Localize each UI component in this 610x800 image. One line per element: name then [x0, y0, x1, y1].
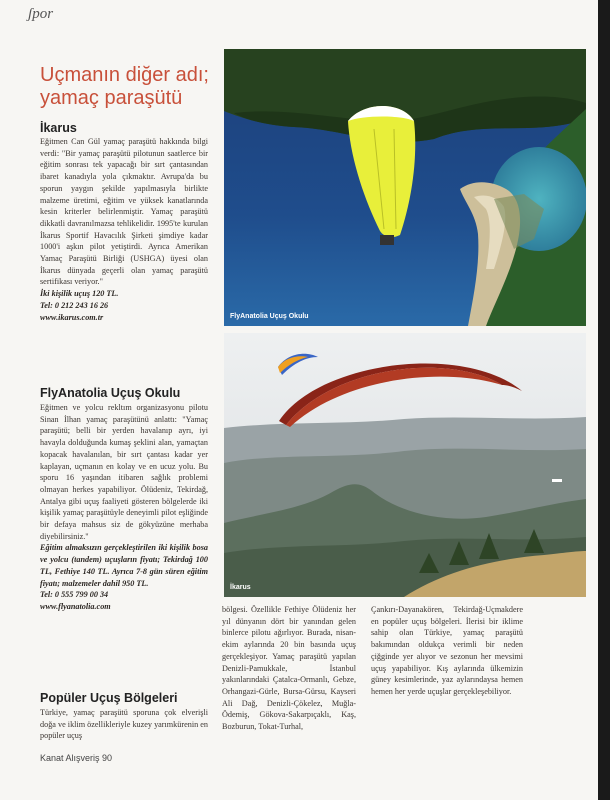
- ikarus-paragraph: Eğitmen Can Gül yamaç paraşütü hakkında bilgi verdi: "Bir yamaç paraşütü pilotunun saatlerce bir eğitim sonrası tek yapacağı bir sırt çantasından ibaret kanadıyla yola çıkmaktır. Avrupa'da bu sporun yaygın şekilde yapılmasıyla birlikte malzeme üretimi, eğitim ve yüksek kanatlarında kesin kriterler belirlenmiştir. Yamaç paraşütü dikkatli davranılmazsa tehlikelidir. 1995'te kurulan İkarus Sportif Havacılık Şirketi şimdiye kadar 1000'i aşkın pilot yetiştirdi. Ayrıca Amerikan Yamaç Paraşütü Birliği (USHGA) üyesi olan İkarus dünyada geçerli olan yamaç paraşütü sertifikası veriyor.": [40, 137, 208, 287]
- article-title: Uçmanın diğer adı; yamaç paraşütü: [40, 64, 209, 109]
- section-mark: ʃpor: [28, 6, 54, 22]
- photo2-caption: İkarus: [230, 584, 251, 591]
- column3-text: Çankırı-Dayanakören, Tekirdağ-Uçmakdere en popüler uçuş bölgeleri. İlerisi bir iklime sahip olan Türkiye, yamaç paraşütü bakımından oldukça verimli bir neden çiğginde yer alıyor ve sezonun her mevsimi uçuş yapabiliyor. Kış aylarında ülkemizin güney kesimlerinde, yaz aylarındaysa hemen hemen her yerde uçuşlar gerçekleşebiliyor.: [371, 605, 523, 696]
- mountain-image: [224, 333, 586, 597]
- column2-text: bölgesi. Özellikle Fethiye Ölüdeniz her yıl dünyanın dört bir yanından gelen binlerce pilotu ağırlıyor. Burada, nisan-ekim aylarında 20 bin basında uçuş gerçekleşiyor. Yamaç paraşütü yapılan Denizli-Pamukkale, İstanbul yakınlarındaki Çatalca-Ormanlı, Gebze, Orhangazi-Gürle, Bursa-Gürsu, Kayseri Ali Dağ, Denizli-Çökelez, Muğla-Ödemiş, Gökova-Sakarpıçaklı, Kaş, Bozburun, Tokat-Turhal,: [222, 605, 356, 732]
- aerial-coast-image: [224, 49, 586, 326]
- heading-populer: Popüler Uçuş Bölgeleri: [40, 691, 178, 705]
- page-footer: Kanat Alışveriş 90: [40, 753, 113, 763]
- flyanatolia-body: [40, 402, 208, 684]
- flyanatolia-phone: Tel: 0 555 799 00 34: [40, 590, 109, 600]
- heading-flyanatolia: FlyAnatolia Uçuş Okulu: [40, 386, 181, 400]
- ikarus-body: [40, 136, 208, 372]
- flyanatolia-web: www.flyanatolia.com: [40, 601, 111, 611]
- ikarus-web: www.ikarus.com.tr: [40, 312, 104, 322]
- flyanatolia-paragraph: Eğitmen ve yolcu rekltım organizasyonu pilotu Sinan İlhan yamaç paraşütünü anlattı: "Yamaç paraşütü; belli bir yerden havalanıp ayrı, iyi havayla dolduğunda kumaş şeklini alan, yamaçtan kopacak havalanılan, bir sırt çantası kadar yer kaplayan, uçmanın en kolay ve en ucuz yolu. Bu sporu 16 yaşından itibaren sağlık problemi olmayan herkes yapabiliyor. Ölüdeniz, Tekirdağ, Antalya gibi uçuş faaliyeti gösteren bölgelerde iki kişilik yamaç paraşütüyle deneyimli pilot eşliğinde bir defaya mahsus siz de gökyüzüne merhaba diyebilirsiniz.": [40, 403, 208, 541]
- page-edge-shadow: [598, 0, 610, 800]
- ikarus-price: İki kişilik uçuş 120 TL.: [40, 289, 119, 299]
- flyanatolia-info: Eğitim almaksızın gerçekleştirilen iki kişilik bosa ve yolcu (tandem) uçuşların fiyatı; Tekirdağ 100 TL, Fethiye 140 TL. Ayrıca 7-8 gün süren eğitim fiyatı; malzemeler dahil 950 TL.: [40, 543, 208, 588]
- populer-body: Türkiye, yamaç paraşütü sporuna çok elverişli doğa ve iklim özellikleriyle kuzey yarımkürenin en popüler uçuş: [40, 708, 208, 741]
- photo1-caption: FlyAnatolia Uçuş Okulu: [230, 313, 309, 320]
- photo-mountain-paraglider: [224, 333, 586, 597]
- photo-aerial-paraglider: [224, 49, 586, 326]
- distant-glider: [552, 479, 562, 482]
- heading-ikarus: İkarus: [40, 121, 77, 135]
- ikarus-phone: Tel: 0 212 243 16 26: [40, 300, 109, 310]
